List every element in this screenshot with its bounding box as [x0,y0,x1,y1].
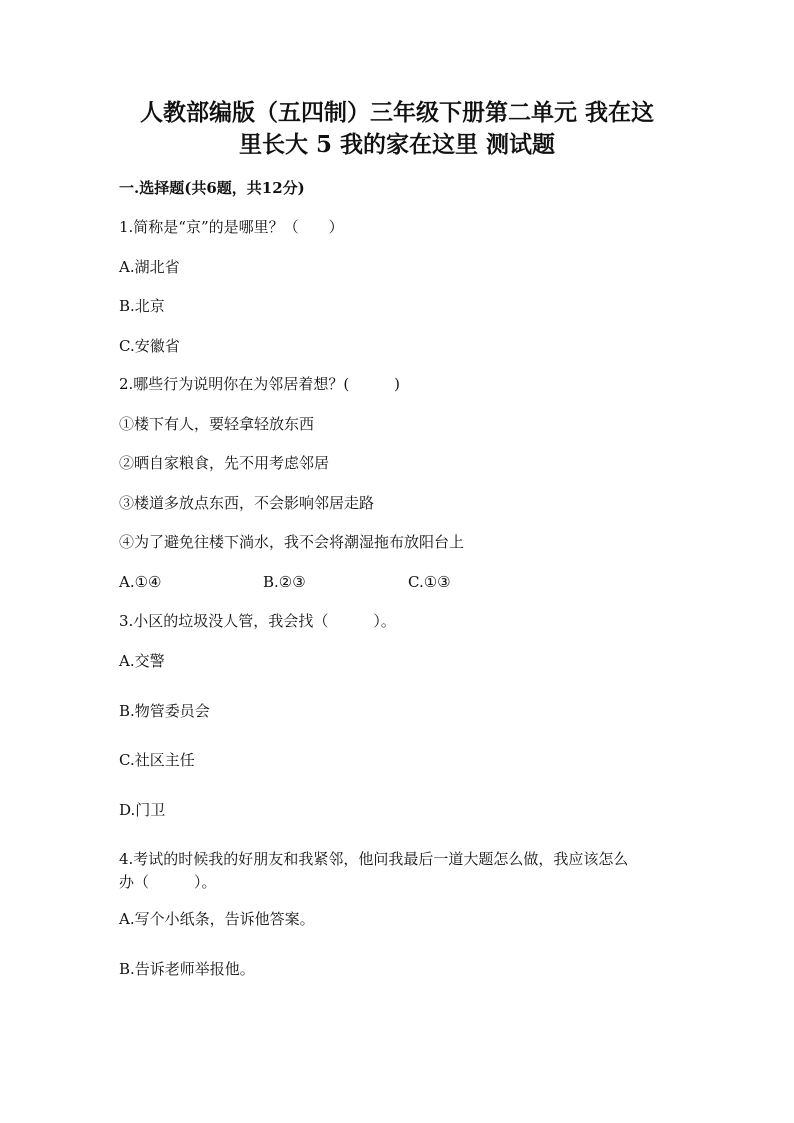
question-3-option-d: D.门卫 [119,801,166,819]
question-2-statement-2: ②晒自家粮食，先不用考虑邻居 [119,454,330,472]
question-4-stem-line-2: 办（ ）。 [119,873,217,891]
page-title-line-1: 人教部编版（五四制）三年级下册第二单元 我在这 [139,99,654,126]
question-1-stem: 1.简称是“京”的是哪里？（ ） [119,218,344,236]
section-heading: 一.选择题(共6题，共12分) [119,179,305,197]
question-1-option-b: B.北京 [119,297,165,315]
question-3-option-c: C.社区主任 [119,751,195,769]
question-3-option-a: A.交警 [119,652,165,670]
question-3-stem: 3.小区的垃圾没人管，我会找（ ）。 [119,612,396,630]
question-2-stem: 2.哪些行为说明你在为邻居着想？( ) [119,375,401,393]
question-2-statement-4: ④为了避免往楼下淌水，我不会将潮湿拖布放阳台上 [119,533,465,551]
question-2-option-b: B.②③ [263,573,306,591]
question-2-statement-1: ①楼下有人，要轻拿轻放东西 [119,415,315,433]
question-4-option-a: A.写个小纸条，告诉他答案。 [119,910,315,928]
question-3-option-b: B.物管委员会 [119,702,210,720]
question-2-option-a: A.①④ [119,573,162,591]
question-1-option-a: A.湖北省 [119,258,180,276]
question-2-option-c: C.①③ [408,573,451,591]
question-4-stem-line-1: 4.考试的时候我的好朋友和我紧邻，他问我最后一道大题怎么做，我应该怎么 [119,850,629,868]
page-title-line-2: 里长大 5 我的家在这里 测试题 [238,131,556,158]
question-2-statement-3: ③楼道多放点东西，不会影响邻居走路 [119,494,375,512]
question-1-option-c: C.安徽省 [119,337,180,355]
question-4-option-b: B.告诉老师举报他。 [119,960,255,978]
